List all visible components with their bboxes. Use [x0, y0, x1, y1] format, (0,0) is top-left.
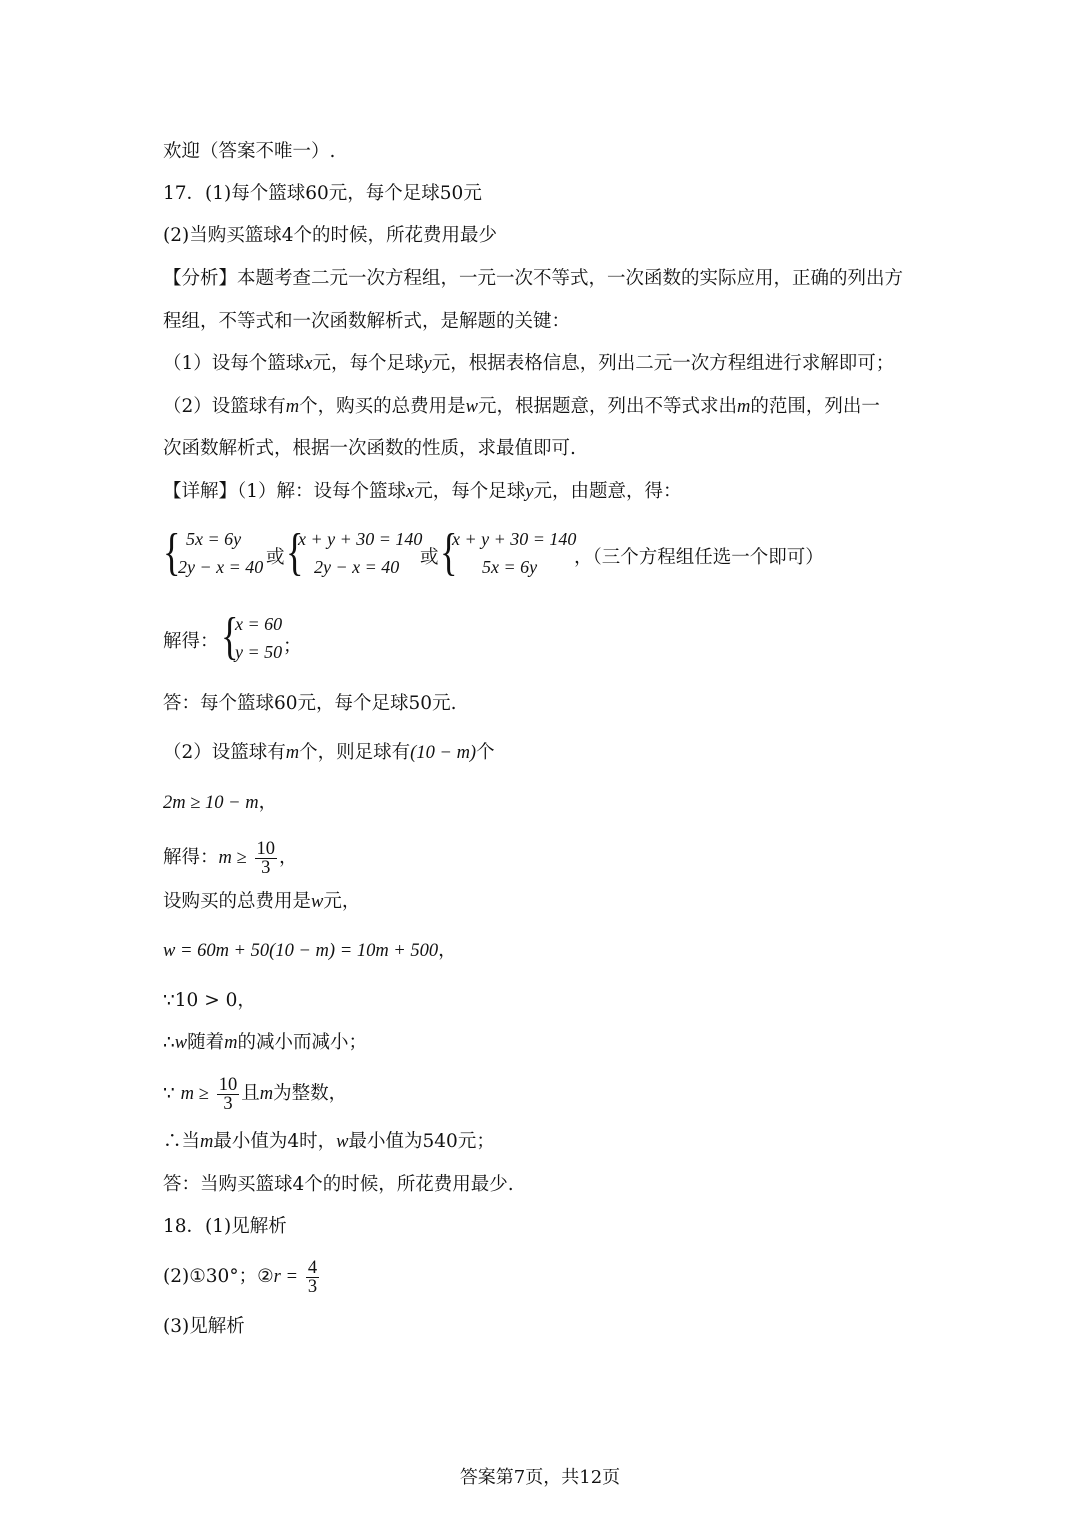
equation: 5x = 6y [186, 529, 242, 549]
brace: { [221, 608, 239, 665]
analysis-line: （2）设篮球有m个，购买的总费用是w元，根据题意，列出不等式求出m的范围，列出一 [163, 396, 880, 417]
analysis-line: 【分析】本题考查二元一次方程组，一元一次不等式，一次函数的实际应用，正确的列出方 [163, 268, 904, 289]
analysis-line: 程组，不等式和一次函数解析式，是解题的关键： [163, 311, 571, 332]
or-text: 或 [266, 547, 285, 568]
expression-line: w = 60m + 50(10 − m) = 10m + 500， [163, 940, 457, 961]
analysis-line: （1）设每个篮球x元，每个足球y元，根据表格信息，列出二元一次方程组进行求解即可； [163, 353, 895, 374]
equation: y = 50 [235, 642, 283, 662]
text-line: 设购买的总费用是w元， [163, 891, 361, 912]
text-line: ∵10 > 0， [163, 990, 256, 1011]
brace: { [163, 524, 181, 581]
question-18-answer-3: (3)见解析 [163, 1316, 245, 1337]
solution-line: 解得：m ≥ $\frac{10}{3}$ ， [163, 838, 298, 878]
answer-line: 答：当购买篮球4个的时候，所花费用最少. [163, 1174, 514, 1195]
equation: 2y − x = 40 [314, 557, 400, 577]
text-line: ∴当m最小值为4时，w最小值为540元； [163, 1131, 495, 1152]
question-18-answer-1: 18．(1)见解析 [163, 1216, 287, 1237]
fraction: $\frac{4}{3}$ [307, 1257, 318, 1297]
detail-line: 【详解】（1）解：设每个篮球x元，每个足球y元，由题意，得： [163, 481, 682, 502]
equation: 5x = 6y [482, 557, 538, 577]
analysis-line: 次函数解析式，根据一次函数的性质，求最值即可. [163, 438, 576, 459]
question-17-answer-2: (2)当购买篮球4个的时候，所花费用最少 [163, 225, 497, 246]
equation: x = 60 [235, 614, 283, 634]
question-17-answer-1: 17．(1)每个篮球60元，每个足球50元 [163, 183, 482, 204]
text-line: 欢迎（答案不唯一）. [163, 141, 336, 162]
note-text: ，（三个方程组任选一个即可） [574, 547, 824, 568]
brace: { [440, 524, 458, 581]
fraction: $\frac{10}{3}$ [256, 838, 276, 878]
equation: 2y − x = 40 [178, 557, 264, 577]
question-18-answer-2: (2)①30°；②r = $\frac{4}{3}$ [163, 1257, 318, 1297]
page-footer: 答案第7页，共12页 [459, 1467, 621, 1488]
or-text: 或 [420, 547, 439, 568]
fraction: $\frac{10}{3}$ [218, 1074, 238, 1114]
text-line: ∴w随着m的减小而减小； [163, 1032, 368, 1053]
text-line: ∵ m ≥ $\frac{10}{3}$ 且m为整数， [163, 1074, 348, 1114]
equation: x + y + 30 = 140 [452, 529, 577, 549]
answer-line: 答：每个篮球60元，每个足球50元. [163, 693, 457, 714]
equation: x + y + 30 = 140 [298, 529, 423, 549]
brace: { [286, 524, 304, 581]
inequality: 2m ≥ 10 − m， [163, 792, 278, 813]
text-line: （2）设篮球有m个，则足球有(10 − m)个 [163, 742, 495, 763]
